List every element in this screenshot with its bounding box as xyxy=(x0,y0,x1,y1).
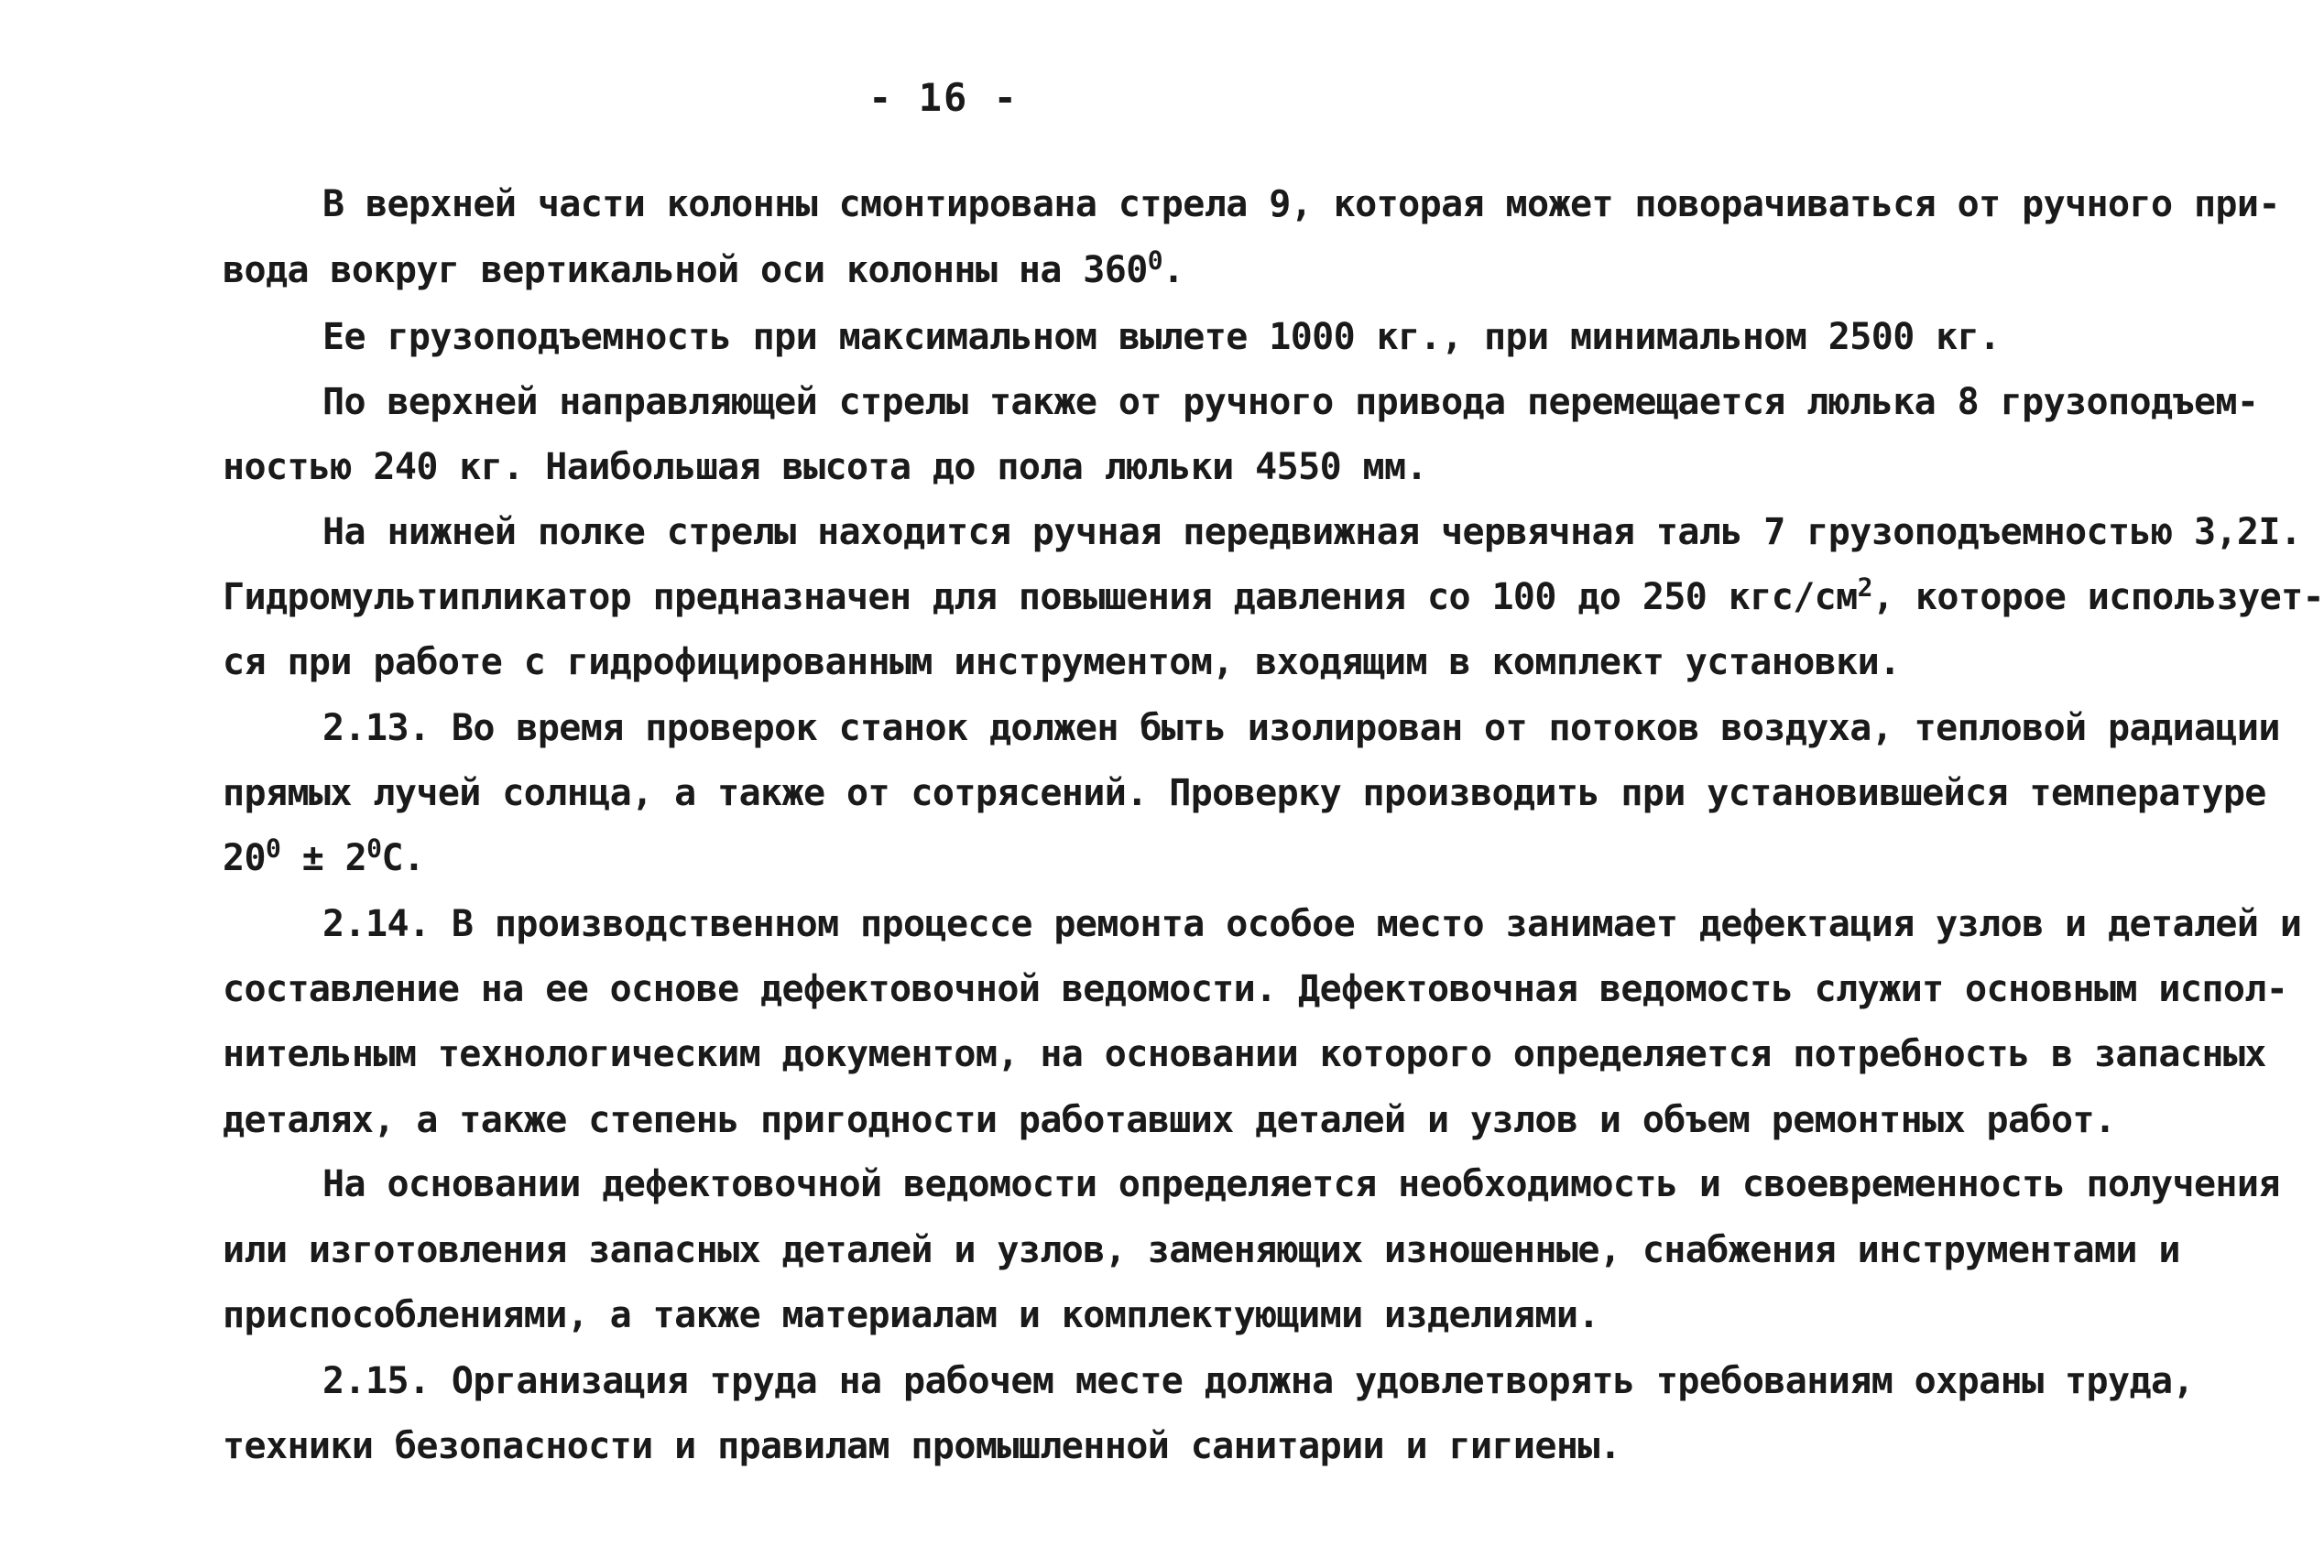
text-line: прямых лучей солнца, а также от сотрясений. Проверку производить при установившейся температуре xyxy=(223,772,2266,814)
text-line: Ее грузоподъемность при максимальном вылете 1000 кг., при минимальном 2500 кг. xyxy=(322,316,2001,358)
text-line-part: С. xyxy=(381,837,425,879)
text-line-part: ± 2 xyxy=(280,837,367,879)
text-line: ся при работе с гидрофицированным инструментом, входящим в комплект установки. xyxy=(223,641,1901,683)
text-line: 2.14. В производственном процессе ремонта особое место занимает дефектация узлов и деталей и xyxy=(322,903,2302,945)
text-line: На нижней полке стрелы находится ручная передвижная червячная таль 7 грузоподъемностью 3,2I. xyxy=(322,511,2302,553)
text-line: нительным технологическим документом, на основании которого определяется потребность в запасных xyxy=(223,1033,2266,1075)
degree-superscript: 0 xyxy=(265,833,281,864)
text-line-part: Гидромультипликатор предназначен для повышения давления со 100 до 250 кгс/см xyxy=(223,576,1858,618)
square-superscript: 2 xyxy=(1857,572,1872,603)
text-line xyxy=(223,574,2324,620)
text-line: На основании дефектовочной ведомости определяется необходимость и своевременность получения xyxy=(322,1163,2280,1205)
degree-superscript: 0 xyxy=(1147,245,1162,276)
text-line: составление на ее основе дефектовочной ведомости. Дефектовочная ведомость служит основным испол- xyxy=(223,968,2288,1010)
text-line xyxy=(223,835,424,881)
text-line: По верхней направляющей стрелы также от ручного привода перемещается люлька 8 грузоподъем- xyxy=(322,381,2259,423)
text-line-part: вода вокруг вертикальной оси колонны на 360 xyxy=(223,249,1148,291)
text-line: приспособлениями, а также материалам и комплектующими изделиями. xyxy=(223,1294,1599,1336)
text-line: В верхней части колонны смонтирована стрела 9, которая может поворачиваться от ручного при- xyxy=(322,183,2280,225)
text-line: 2.15. Организация труда на рабочем месте должна удовлетворять требованиям охраны труда, xyxy=(322,1360,2194,1402)
page-number: - 16 - xyxy=(868,75,1019,120)
text-line: деталях, а также степень пригодности работавших деталей и узлов и объем ремонтных работ. xyxy=(223,1099,2116,1141)
text-line-part: 20 xyxy=(223,837,266,879)
degree-superscript: 0 xyxy=(366,833,382,864)
text-line: техники безопасности и правилам промышленной санитарии и гигиены. xyxy=(223,1425,1621,1467)
text-line: или изготовления запасных деталей и узлов, заменяющих изношенные, снабжения инструментами и xyxy=(223,1229,2180,1271)
text-line: вода вокруг вертикальной оси колонны на $360^0$. xyxy=(223,245,1184,291)
text-line-part: , которое использует- xyxy=(1871,576,2324,618)
text-line: 2.13. Во время проверок станок должен быть изолирован от потоков воздуха, тепловой радиации xyxy=(322,707,2280,749)
text-line: ностью 240 кг. Наибольшая высота до пола люльки 4550 мм. xyxy=(223,446,1427,488)
